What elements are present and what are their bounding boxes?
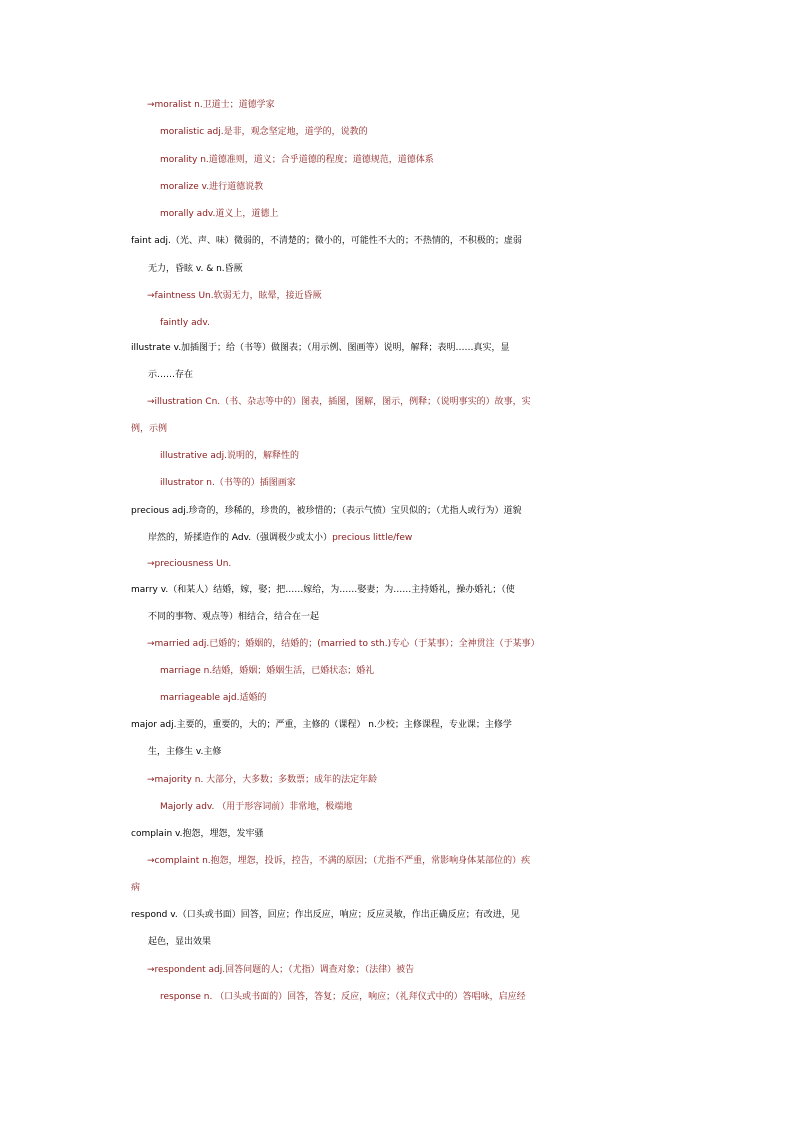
entry-text: faintly adv. — [160, 318, 210, 328]
entry-line — [0, 851, 794, 871]
entry-line — [0, 742, 794, 762]
entry-line — [0, 797, 794, 817]
entry-text: →preciousness Un. — [147, 559, 232, 569]
entry-text: →respondent adj.回答问题的人；（尤指）调查对象；（法律）被告 — [147, 965, 415, 975]
entry-text: →majority n. 大部分，大多数；多数票；成年的法定年龄 — [147, 775, 378, 785]
entry-line — [0, 259, 794, 279]
entry-line — [0, 960, 794, 980]
entry-text: 岸然的，矫揉造作的 Adv.（强调极少或太小） — [148, 533, 333, 543]
entry-text: Majorly adv. （用于形容词前）非常地，极端地 — [160, 802, 353, 812]
entry-phrase: precious little/few — [332, 533, 413, 543]
entry-text: →complaint n.抱怨，埋怨，投诉，控告，不满的原因；（尤指不严重，常影响身体某部位的）疾 — [147, 856, 531, 866]
entry-line — [0, 473, 794, 493]
entry-line — [0, 338, 794, 358]
entry-line — [0, 177, 794, 197]
entry-line — [0, 419, 794, 439]
entry-text: 无力，昏眩 v. & n.昏厥 — [148, 264, 243, 274]
entry-text: precious adj.珍奇的，珍稀的，珍贵的，被珍惜的；（表示气愤）宝贝似的；（尤指人或行为）道貌 — [131, 506, 522, 516]
entry-text: →faintness Un.软弱无力，眩晕，接近昏厥 — [147, 291, 322, 301]
entry-line — [0, 905, 794, 925]
entry-line — [0, 122, 794, 142]
entry-line — [0, 932, 794, 952]
entry-line — [0, 95, 794, 115]
entry-text: marriageable ajd.适婚的 — [160, 693, 267, 703]
entry-text: morally adv.道义上，道德上 — [160, 209, 279, 219]
entry-text: morality n.道德准则，道义；合乎道德的程度；道德规范，道德体系 — [160, 155, 434, 165]
entry-text: 不同的事物、观点等）相结合，结合在一起 — [148, 612, 320, 622]
entry-text: moralistic adj.是非，观念坚定地，道学的，说教的 — [160, 127, 368, 137]
entry-line — [0, 607, 794, 627]
entry-text: complain v.抱怨，埋怨，发牢骚 — [131, 829, 264, 839]
entry-text: 起色，显出效果 — [148, 937, 212, 947]
entry-text: marriage n.结婚，婚姻；婚姻生活，已婚状态；婚礼 — [160, 666, 375, 676]
entry-text: illustrator n.（书等的）插图画家 — [160, 478, 296, 488]
entry-line — [0, 446, 794, 466]
entry-line — [0, 528, 794, 548]
entry-line — [0, 554, 794, 574]
entry-line — [0, 365, 794, 385]
entry-text: major adj.主要的，重要的，大的；严重，主修的（课程） n.少校；主修课程，专业课；主修学 — [131, 720, 512, 730]
entry-line — [0, 150, 794, 170]
entry-line — [0, 824, 794, 844]
entry-text: faint adj.（光、声、味）微弱的，不清楚的；微小的，可能性不大的；不热情的，不积极的；虚弱 — [131, 236, 522, 246]
entry-text: →moralist n.卫道士；道德学家 — [147, 100, 275, 110]
entry-text: →married adj.已婚的；婚姻的，结婚的；(married to sth.)专心（于某事）；全神贯注（于某事） — [147, 639, 540, 649]
entry-line — [0, 392, 794, 412]
entry-text: illustrative adj.说明的，解释性的 — [160, 451, 299, 461]
entry-text: 例，示例 — [131, 424, 168, 434]
entry-line — [0, 661, 794, 681]
entry-line — [0, 286, 794, 306]
entry-line — [0, 313, 794, 333]
entry-line — [0, 580, 794, 600]
entry-text: marry v.（和某人）结婚，嫁，娶；把……嫁给，为……娶妻；为……主持婚礼，操办婚礼；（使 — [131, 585, 515, 595]
entry-text: moralize v.进行道德说教 — [160, 182, 264, 192]
entry-text: illustrate v.加插图于；给（书等）做图表；（用示例、图画等）说明，解释；表明……真实，显 — [131, 343, 510, 353]
entry-text: 生，主修生 v.主修 — [148, 747, 222, 757]
entry-text: →illustration Cn.（书、杂志等中的）图表，插图，图解，图示，例释；（说明事实的）故事，实 — [147, 397, 531, 407]
entry-line — [0, 634, 794, 654]
entry-line — [0, 987, 794, 1007]
entry-line — [0, 204, 794, 224]
entry-line — [0, 688, 794, 708]
entry-line — [0, 231, 794, 251]
entry-text: 示……存在 — [148, 370, 194, 380]
entry-text: response n. （口头或书面的）回答，答复；反应，响应；（礼拜仪式中的）答唱咏，启应经 — [160, 992, 526, 1002]
entry-text: respond v.（口头或书面）回答，回应；作出反应，响应；反应灵敏，作出正确反应；有改进，见 — [131, 910, 520, 920]
entry-text: 病 — [131, 883, 141, 893]
entry-line — [0, 878, 794, 898]
entry-line — [0, 770, 794, 790]
entry-line — [0, 501, 794, 521]
entry-line — [0, 715, 794, 735]
